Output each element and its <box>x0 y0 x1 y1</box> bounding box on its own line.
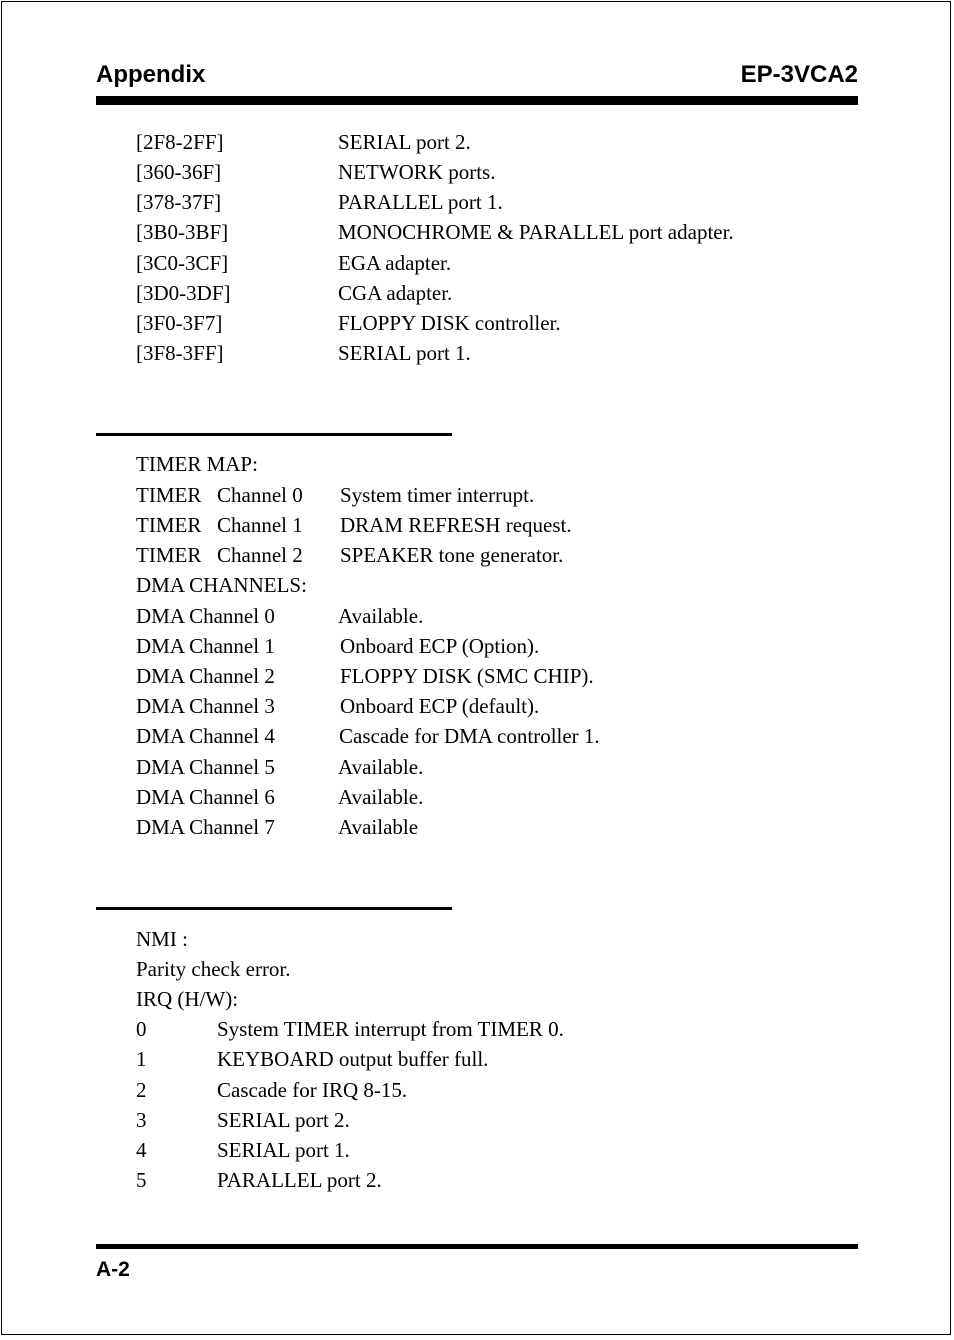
dma-desc: Available. <box>338 604 424 628</box>
dma-channels-title: DMA CHANNELS: <box>136 573 307 597</box>
dma-desc: Available <box>338 815 419 839</box>
nmi-title: NMI : <box>136 927 188 951</box>
dma-channel: DMA Channel 4 <box>136 724 275 748</box>
dma-desc: Available. <box>338 755 424 779</box>
dma-desc: Available. <box>338 785 424 809</box>
timer-channel: Channel 1 <box>217 513 303 537</box>
irq-desc: KEYBOARD output buffer full. <box>217 1047 489 1071</box>
dma-desc: Cascade for DMA controller 1. <box>339 724 600 748</box>
io-range: [3B0-3BF] <box>136 220 229 244</box>
irq-number: 0 <box>136 1017 147 1041</box>
io-desc: NETWORK ports. <box>338 160 496 184</box>
io-range: [360-36F] <box>136 160 222 184</box>
dma-channel: DMA Channel 7 <box>136 815 275 839</box>
io-desc: EGA adapter. <box>338 251 452 275</box>
irq-desc: PARALLEL port 2. <box>217 1168 382 1192</box>
dma-channel: DMA Channel 3 <box>136 694 275 718</box>
dma-channel: DMA Channel 6 <box>136 785 275 809</box>
io-range: [3D0-3DF] <box>136 281 231 305</box>
io-range: [3F0-3F7] <box>136 311 223 335</box>
footer-rule <box>96 1244 858 1249</box>
header-model-name: EP-3VCA2 <box>740 61 858 88</box>
io-range: [3C0-3CF] <box>136 251 229 275</box>
io-desc: PARALLEL port 1. <box>338 190 503 214</box>
dma-channel: DMA Channel 0 <box>136 604 275 628</box>
io-desc: SERIAL port 1. <box>338 341 471 365</box>
timer-desc: System timer interrupt. <box>340 483 535 507</box>
page-number: A-2 <box>96 1258 130 1281</box>
timer-label: TIMER <box>136 543 202 567</box>
irq-number: 4 <box>136 1138 147 1162</box>
irq-desc: SERIAL port 2. <box>217 1108 350 1132</box>
dma-channel: DMA Channel 1 <box>136 634 275 658</box>
header-rule <box>96 96 858 105</box>
dma-desc: Onboard ECP (Option). <box>340 634 540 658</box>
io-range: [2F8-2FF] <box>136 130 224 154</box>
io-desc: MONOCHROME & PARALLEL port adapter. <box>338 220 734 244</box>
section-divider <box>96 433 452 436</box>
dma-desc: Onboard ECP (default). <box>340 694 540 718</box>
irq-number: 2 <box>136 1078 147 1102</box>
timer-desc: SPEAKER tone generator. <box>340 543 564 567</box>
timer-label: TIMER <box>136 513 202 537</box>
dma-channel: DMA Channel 5 <box>136 755 275 779</box>
io-desc: CGA adapter. <box>338 281 453 305</box>
timer-map-title: TIMER MAP: <box>136 452 258 476</box>
irq-desc: System TIMER interrupt from TIMER 0. <box>217 1017 564 1041</box>
irq-number: 3 <box>136 1108 147 1132</box>
timer-label: TIMER <box>136 483 202 507</box>
header-section-title: Appendix <box>96 61 206 88</box>
irq-number: 1 <box>136 1047 147 1071</box>
timer-channel: Channel 0 <box>217 483 303 507</box>
irq-desc: SERIAL port 1. <box>217 1138 350 1162</box>
io-desc: FLOPPY DISK controller. <box>338 311 561 335</box>
irq-desc: Cascade for IRQ 8-15. <box>217 1078 408 1102</box>
timer-desc: DRAM REFRESH request. <box>340 513 572 537</box>
io-desc: SERIAL port 2. <box>338 130 471 154</box>
section-divider <box>96 907 452 910</box>
io-range: [3F8-3FF] <box>136 341 224 365</box>
io-range: [378-37F] <box>136 190 222 214</box>
irq-number: 5 <box>136 1168 147 1192</box>
dma-channel: DMA Channel 2 <box>136 664 275 688</box>
dma-desc: FLOPPY DISK (SMC CHIP). <box>340 664 594 688</box>
timer-channel: Channel 2 <box>217 543 303 567</box>
nmi-desc: Parity check error. <box>136 957 291 981</box>
irq-title: IRQ (H/W): <box>136 987 239 1011</box>
